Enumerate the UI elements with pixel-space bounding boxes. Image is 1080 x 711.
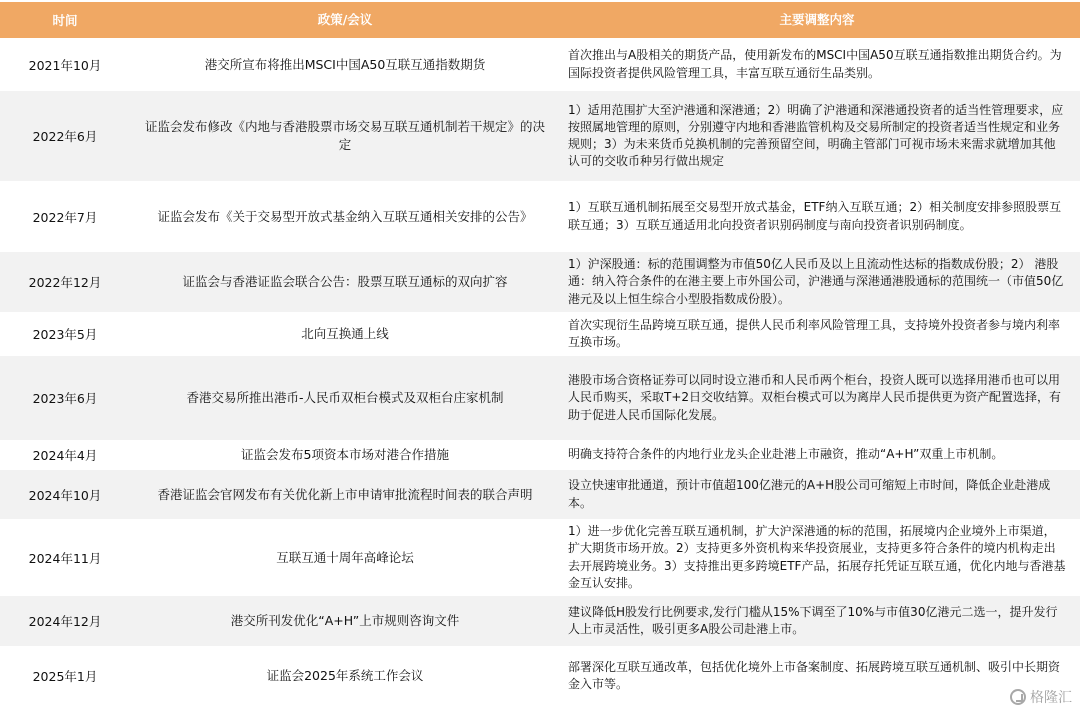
- row-policy: 证监会发布5项资本市场对港合作措施: [241, 447, 449, 462]
- row-content: 首次实现衍生品跨境互联互通，提供人民币利率风险管理工具，支持境外投资者参与境内利率互换市场。: [568, 317, 1061, 349]
- header-policy: 政策/会议: [317, 12, 373, 27]
- table-row: [0, 38, 1080, 91]
- row-policy: 北向互换通上线: [301, 326, 389, 341]
- row-date: 2024年10月: [28, 487, 102, 503]
- table-row: [0, 646, 1080, 706]
- table-row: [0, 252, 1080, 312]
- row-content: 明确支持符合条件的内地行业龙头企业赴港上市融资，推动“A+H”双重上市机制。: [568, 447, 1004, 462]
- row-policy: 证监会发布修改《内地与香港股票市场交易互联互通机制若干规定》的决定: [144, 119, 545, 152]
- row-date: 2024年11月: [28, 550, 102, 566]
- row-content: 1）沪深股通：标的范围调整为市值50亿人民币及以上且流动性达标的指数成份股；2） 港股通：纳入符合条件的在港主要上市外国公司，沪港通与深港通港股通标的范围统一（市值50亿港元及以上恒生综合小型股指数成份股）。: [568, 257, 1064, 306]
- row-content: 1）互联互通机制拓展至交易型开放式基金，ETF纳入互联互通；2）相关制度安排参照股票互联互通；3）互联互通适用北向投资者识别码制度与南向投资者识别码制度。: [568, 200, 1062, 232]
- row-date: 2022年12月: [28, 275, 102, 290]
- row-content: 部署深化互联互通改革，包括优化境外上市备案制度、拓展跨境互联互通机制、吸引中长期资金入市等。: [568, 659, 1061, 691]
- table-header: [0, 2, 1080, 38]
- row-content: 建议降低H股发行比例要求,发行门槛从15%下调至了10%与市值30亿港元二选一，提升发行人上市灵活性，吸引更多A股公司赴港上市。: [568, 604, 1058, 636]
- row-policy: 证监会与香港证监会联合公告：股票互联互通标的双向扩容: [182, 274, 508, 289]
- row-date: 2023年6月: [32, 391, 98, 406]
- table-row: [0, 181, 1080, 252]
- table-row: [0, 356, 1080, 440]
- table-row: [0, 519, 1080, 596]
- row-date: 2023年5月: [32, 327, 98, 342]
- row-policy: 证监会发布《关于交易型开放式基金纳入互联互通相关安排的公告》: [157, 208, 533, 224]
- row-content: 1）适用范围扩大至沪港通和深港通；2）明确了沪港通和深港通投资者的适当性管理要求，应按照属地管理的原则，分别遵守内地和香港监管机构及交易所制定的投资者适当性规定和业务规则；3）为未来货币兑换机制的完善预留空间，明确主管部门可视市场未来需求就增加其他认可的交收币种另行做出规定: [568, 102, 1064, 169]
- table-row: [0, 440, 1080, 470]
- row-policy: 互联互通十周年高峰论坛: [276, 549, 414, 565]
- gelonghui-logo-icon: [1010, 689, 1026, 705]
- watermark-text: 格隆汇: [1030, 690, 1072, 706]
- row-content: 设立快速审批通道，预计市值超100亿港元的A+H股公司可缩短上市时间，降低企业赴港成本。: [568, 478, 1051, 510]
- row-content: 首次推出与A股相关的期货产品，使用新发布的MSCI中国A50互联互通指数推出期货合约。为国际投资者提供风险管理工具，丰富互联互通衍生品类别。: [568, 48, 1062, 80]
- row-policy: 港交所刊发优化“A+H”上市规则咨询文件: [230, 613, 460, 628]
- policy-table: [0, 2, 1080, 706]
- table-row: [0, 91, 1080, 181]
- row-policy: 香港证监会官网发布有关优化新上市申请审批流程时间表的联合声明: [157, 486, 533, 502]
- row-content: 1）进一步优化完善互联互通机制，扩大沪深港通的标的范围，拓展境内企业境外上市渠道，扩大期货市场开放。2）支持更多外资机构来华投资展业，支持更多符合条件的境内机构走出去开展跨境业务。3）支持推出更多跨境ETF产品，拓展存托凭证互联互通，优化内地与香港基金互认安排。: [568, 524, 1066, 590]
- row-date: 2024年4月: [32, 448, 98, 463]
- row-content: 港股市场合资格证券可以同时设立港币和人民币两个柜台，投资人既可以选择用港币也可以用人民币购买，采取T+2日交收结算。双柜台模式可以为离岸人民币提供更为资产配置选择，有助于促进人民币国际化发展。: [568, 373, 1062, 422]
- row-policy: 港交所宣布将推出MSCI中国A50互联互通指数期货: [204, 56, 486, 72]
- row-policy: 证监会2025年系统工作会议: [266, 668, 424, 683]
- table-row: [0, 312, 1080, 356]
- row-policy: 香港交易所推出港币-人民币双柜台模式及双柜台庄家机制: [186, 390, 504, 405]
- watermark: [1010, 687, 1072, 707]
- header-content: 主要调整内容: [779, 12, 855, 28]
- table-row: [0, 470, 1080, 519]
- row-date: 2022年6月: [32, 129, 98, 144]
- row-date: 2025年1月: [32, 669, 98, 684]
- header-date: 时间: [52, 13, 78, 28]
- row-date: 2024年12月: [28, 614, 102, 629]
- table-row: [0, 596, 1080, 646]
- row-date: 2022年7月: [32, 209, 98, 225]
- row-date: 2021年10月: [28, 57, 102, 73]
